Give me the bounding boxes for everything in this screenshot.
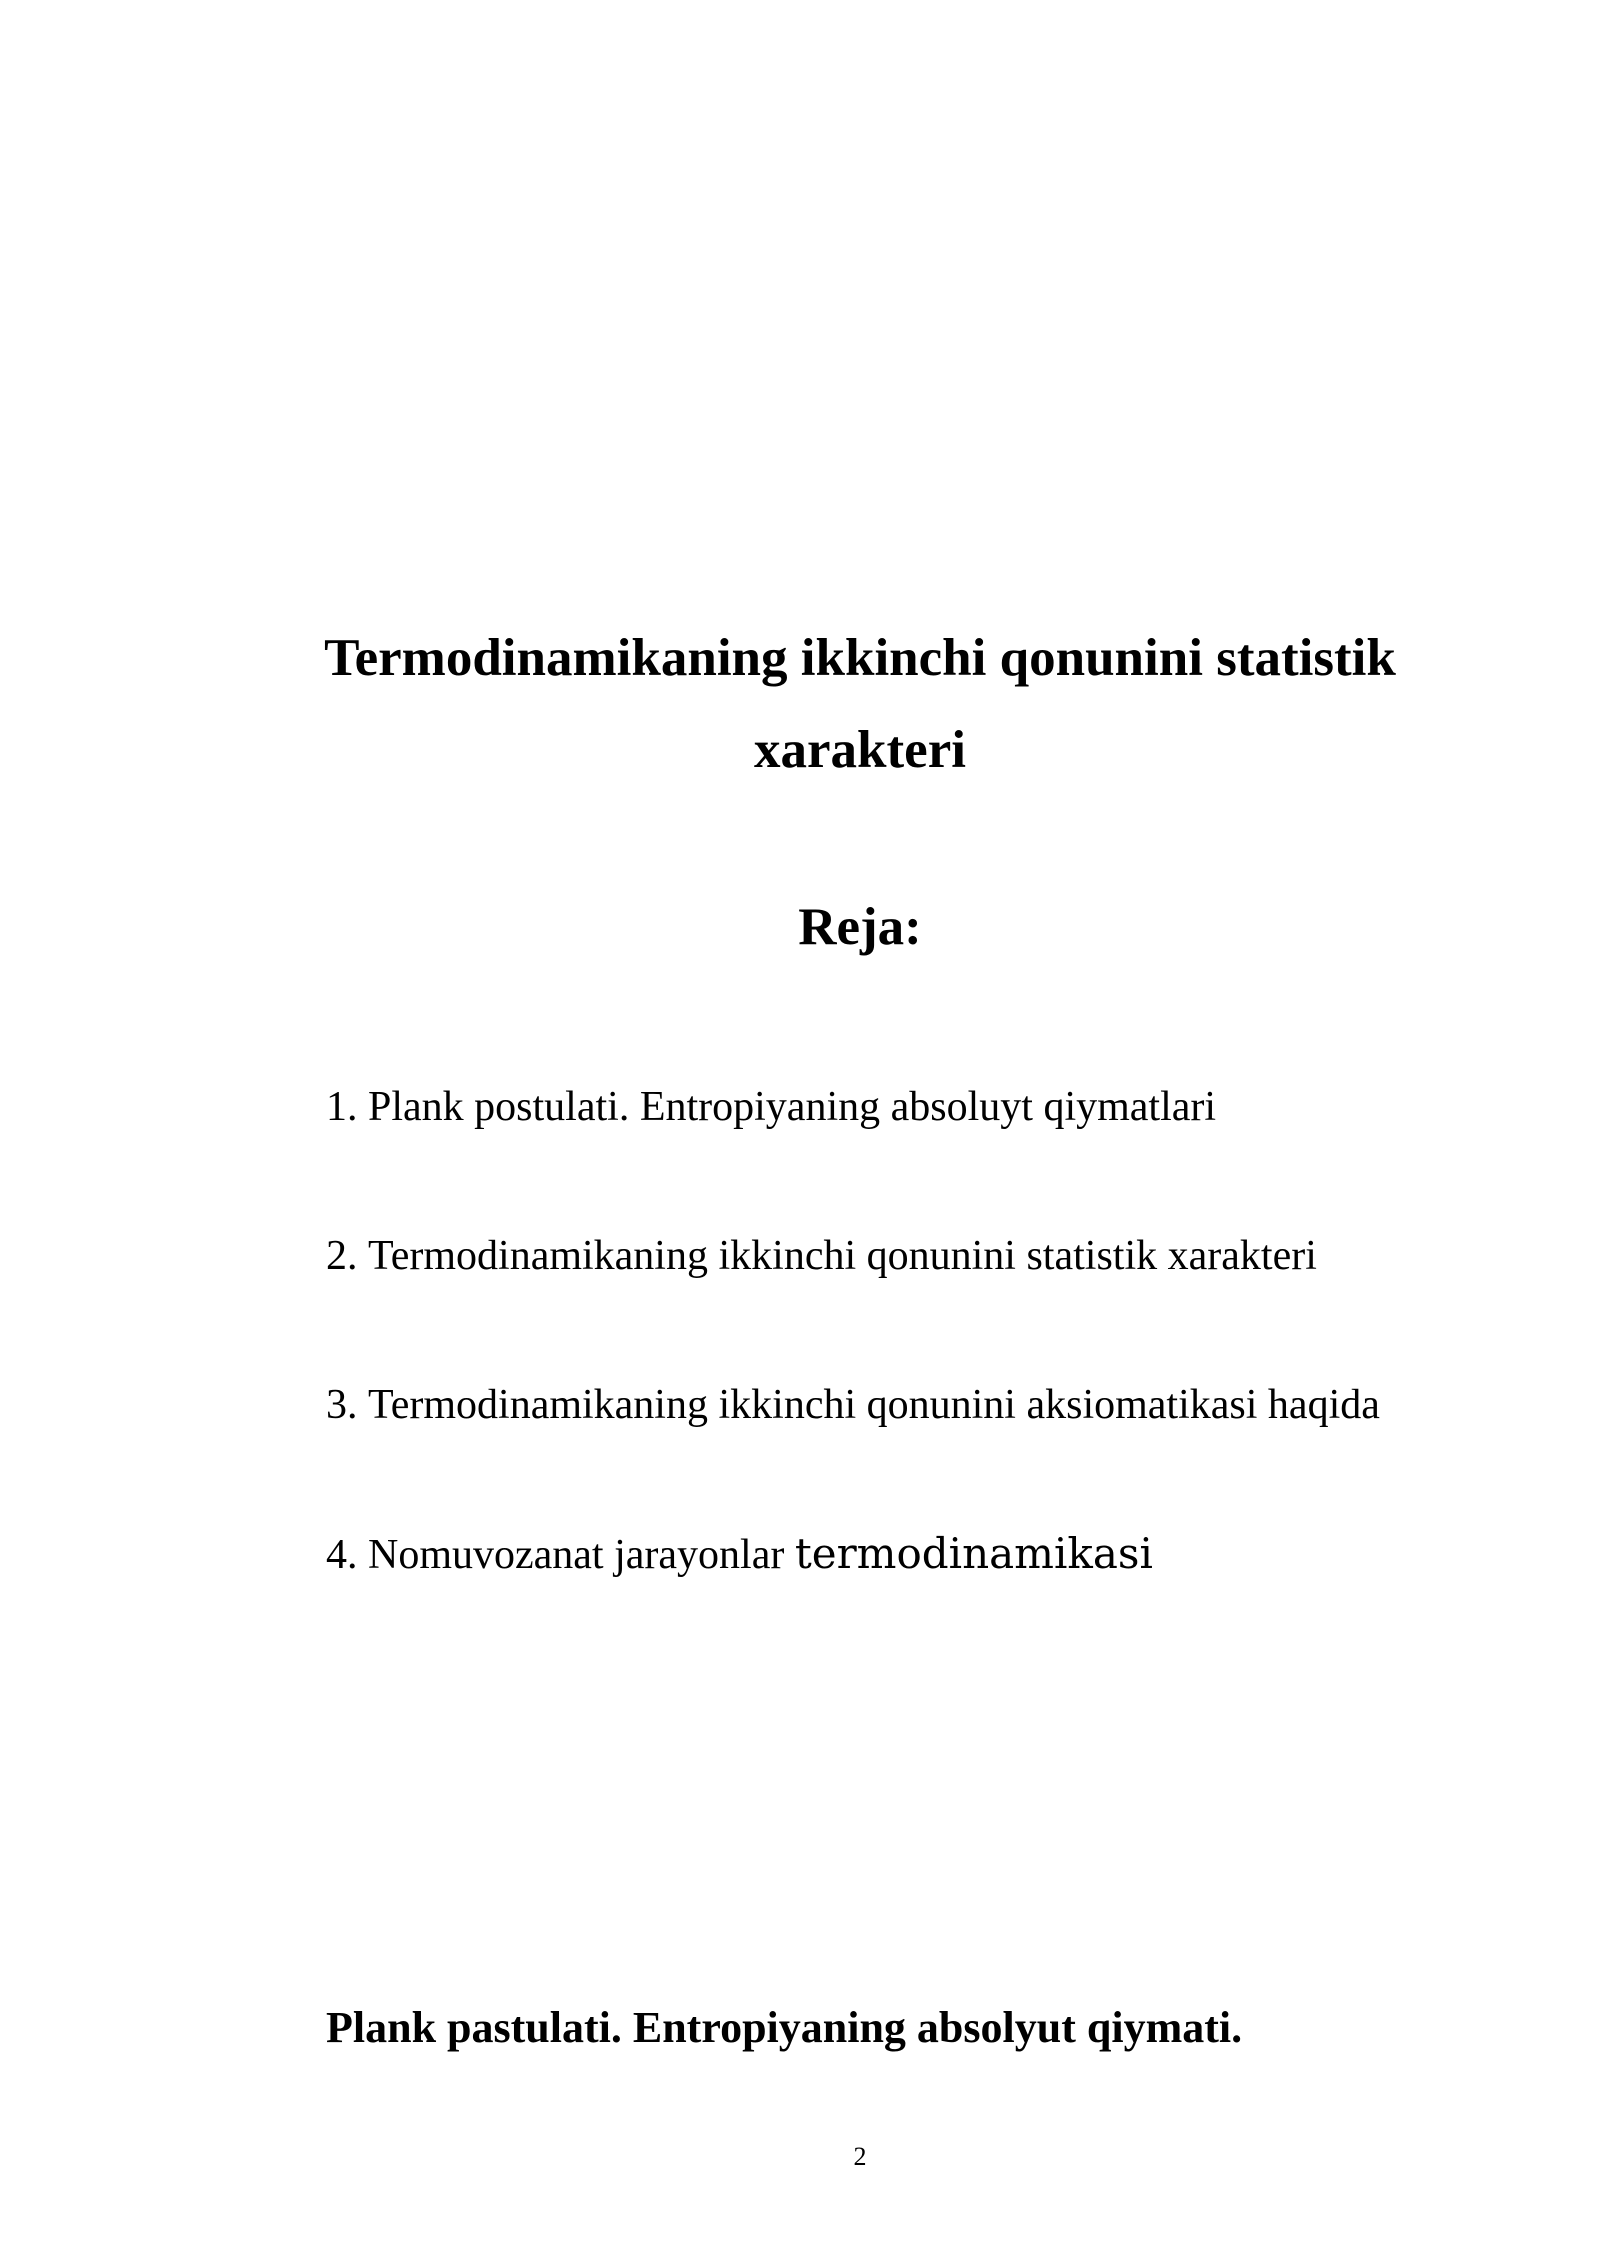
plan-item-text: Termodinamikaning ikkinchi qonunini statistik xarakteri [368,1233,1317,1279]
page-number: 2 [853,2142,867,2171]
plan-item-2 [326,1224,1380,1373]
plan-item-number: 2. [326,1233,358,1279]
document-title-line-2: xarakteri [754,721,966,779]
plan-item-number: 1. [326,1084,358,1130]
plan-item-number: 4. [326,1532,358,1578]
plan-item-number: 3. [326,1382,358,1428]
document-title-line-1: Termodinamikaning ikkinchi qonunini statistik [324,629,1396,687]
plan-item-text: Nomuvozanat jarayonlar [368,1532,795,1578]
plan-heading: Reja: [798,898,922,956]
section-heading: Plank pastulati. Entropiyaning absolyut qiymati. [326,2003,1243,2052]
document-title [280,612,1440,796]
plan-item-text-tail: termodinamikasi [794,1529,1153,1578]
plan-item-3 [326,1373,1380,1522]
plan-item-1 [326,1075,1380,1224]
plan-list [326,1075,1380,1671]
plan-item-text: Plank postulati. Entropiyaning absoluyt qiymatlari [368,1084,1217,1130]
plan-item-text: Termodinamikaning ikkinchi qonunini aksiomatikasi haqida [368,1382,1380,1428]
plan-item-4 [326,1522,1380,1671]
